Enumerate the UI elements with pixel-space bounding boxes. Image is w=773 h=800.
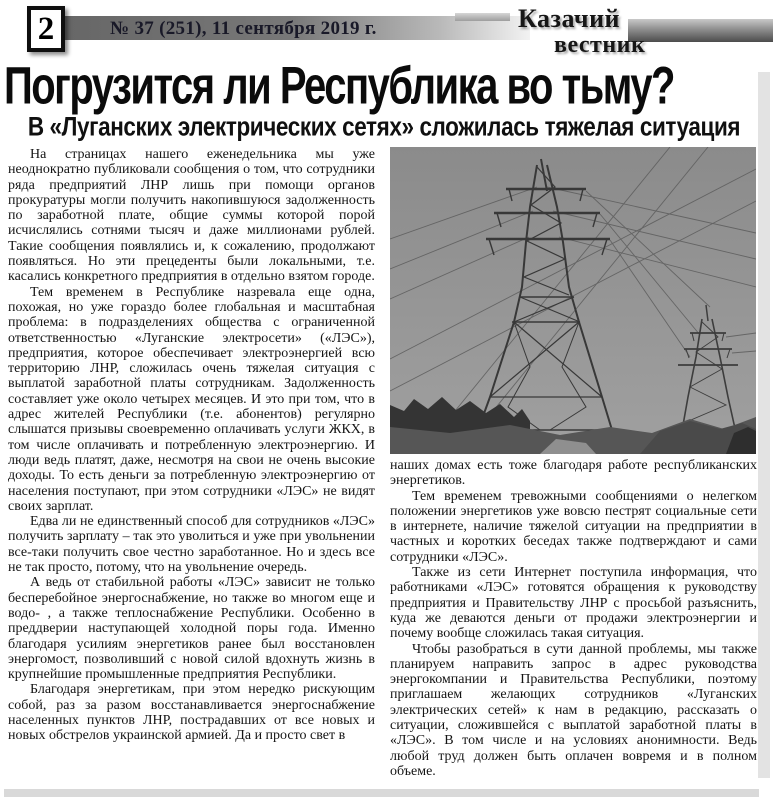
paragraph: Также из сети Интернет поступила информация, что работниками «ЛЭС» готовятся обращения к руководству предприятия и Правительству ЛНР с просьбой разъяснить, куда же деваются деньги от продажи электроэнергии и почему вообще сложилась такая ситуация. [390, 565, 757, 642]
paragraph: наших домах есть тоже благодаря работе республиканских энергетиков. [390, 458, 757, 489]
page-number-box [27, 6, 65, 52]
paragraph: Тем временем в Республике назревала еще одна, похожая, но уже гораздо более глобальная и масштабная проблема: в подразделениях общества с ограниченной ответственностью «Луганские электросети» («ЛЭС»), предприятия, которое обеспечивает электроэнергией всю территорию ЛНР, сложилась очень тяжелая ситуация с выплатой заработной платы сотрудникам. Задолженность составляет уже около четырех месяцев. И это при том, что в адрес жителей Республики (т.е. абонентов) регулярно слышатся призывы своевременно оплачивать услуги ЖКХ, в том числе оплачивать и потребленную электроэнергию. И люди ведь платят, даже, несмотря на свои не очень высокие доходы. То есть деньги за потребленную электроэнергию от населения поступают, при этом сотрудники «ЛЭС» не видят своих зарплат. [8, 284, 375, 514]
page-number: 2 [37, 10, 55, 47]
left-column [8, 147, 375, 779]
issue-line: № 37 (251), 11 сентября 2019 г. [110, 18, 377, 39]
article-headline: Погрузится ли Республика во тьму? [4, 57, 674, 116]
newspaper-masthead [518, 6, 738, 57]
article-body [8, 147, 757, 779]
bottom-divider [4, 789, 759, 797]
right-column [390, 147, 757, 779]
masthead-line2: вестник [554, 32, 646, 58]
masthead-line1: Казачий [518, 4, 621, 33]
paragraph: Чтобы разобраться в сути данной проблемы, мы также планируем направить запрос в адрес руководства энергокомпании и Правительства Республики, поэтому приглашаем желающих сотрудников «Луганских электрических сетей» к нам в редакцию, рассказать о ситуации, сложившейся с выплатой заработной платы в «ЛЭС». В том числе и на условиях анонимности. Ведь любой труд должен быть оплачен вовремя и в полном объеме. [390, 641, 757, 779]
article-subheadline: В «Луганских электрических сетях» сложилась тяжелая ситуация [27, 111, 741, 142]
paragraph: Тем временем тревожными сообщениями о нелегком положении энергетиков уже вовсю пестрят социальные сети в интернете, наличие тяжелой ситуации на предприятии в частных и коротких беседах также подтверждают и сами сотрудники «ЛЭС». [390, 488, 757, 565]
paragraph: На страницах нашего еженедельника мы уже неоднократно публиковали сообщения о том, что сотрудники ряда предприятий ЛНР лишь при помощи органов прокуратуры могли получить накопившуюся задолженность по заработной плате, общие суммы которой порой исчислялись сотнями тысяч и даже миллионами рублей. Такие сообщения появлялись и, к сожалению, продолжают появляться. Но эти прецеденты были локальными, т.е. касались конкретного предприятия в отдельно взятом городе. [8, 147, 375, 285]
article-photo [390, 147, 756, 454]
paragraph: А ведь от стабильной работы «ЛЭС» зависит не только бесперебойное энергоснабжение, но также во многом еще и водо- , а также теплоснабжение Республики. Особенно в преддверии наступающей холодной поры года. Именно благодаря усилиям энергетиков ранее был восстановлен энергомост, позволивший с новой силой вдохнуть жизнь в крупнейшие промышленные предприятия Республики. [8, 575, 375, 683]
paragraph: Благодаря энергетикам, при этом нередко рискующим собой, раз за разом восстанавливается энергоснабжение населенных пунктов ЛНР, пострадавших от все новых и новых обстрелов украинской армией. Да и просто свет в [8, 682, 375, 744]
masthead-left-tab [455, 13, 510, 21]
paragraph: Едва ли не единственный способ для сотрудников «ЛЭС» получить зарплату – так это уволиться и уже при увольнении все-таки получить свое честно заработанное. Но и здесь все не так просто, потому, что на увольнение очередь. [8, 514, 375, 576]
page-edge-strip [758, 72, 770, 778]
